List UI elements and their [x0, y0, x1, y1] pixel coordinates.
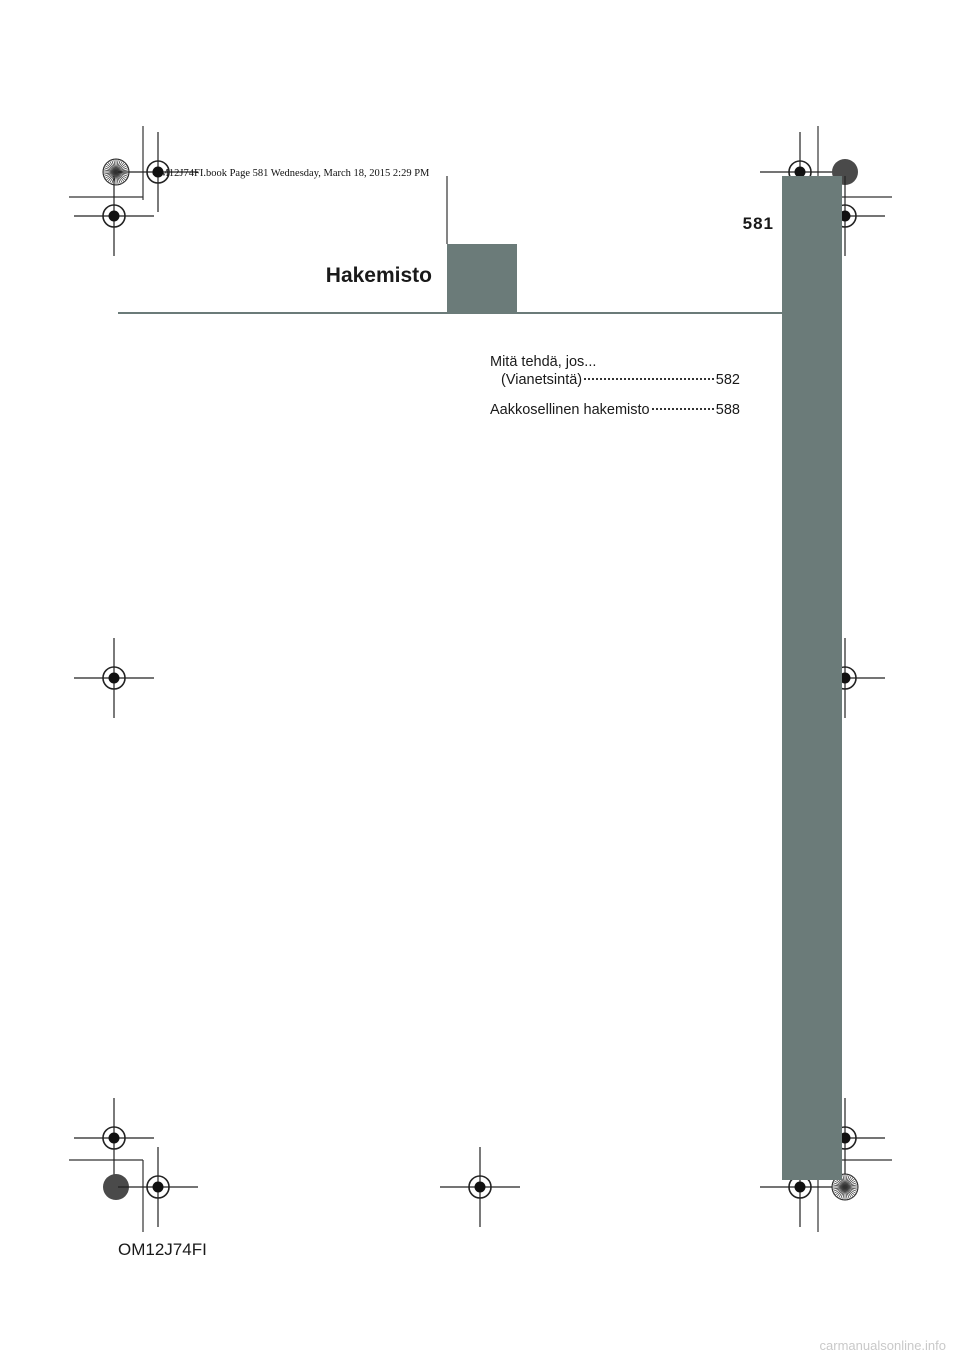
section-color-block: [447, 244, 517, 313]
registration-crosshair-icon: [74, 638, 154, 718]
toc-entry-page: 588: [715, 402, 740, 418]
registration-crosshair-icon: [118, 1147, 198, 1227]
toc-entry-page: 582: [715, 372, 740, 388]
toc-entry-title: Mitä tehdä, jos...: [490, 354, 597, 370]
file-header: OM12J74FI.book Page 581 Wednesday, March 18, 2015 2:29 PM: [152, 168, 430, 179]
toc-entry-troubleshooting[interactable]: [490, 353, 740, 389]
toc-leader-dots: [584, 378, 714, 380]
toc-entry-alphabetical-index[interactable]: [490, 401, 740, 419]
header-rule: [118, 312, 782, 314]
toc-entry-subtitle: (Vianetsintä): [501, 372, 583, 388]
table-of-contents: [490, 353, 740, 431]
toc-leader-dots: [652, 408, 714, 410]
registration-crosshair-icon: [74, 176, 154, 256]
watermark: carmanualsonline.info: [819, 1338, 946, 1353]
page-number: 581: [742, 214, 774, 233]
sidebar-tab: [782, 176, 842, 1180]
section-title: Hakemisto: [325, 264, 432, 287]
registration-crosshair-icon: [74, 1098, 154, 1178]
registration-crosshair-icon: [440, 1147, 520, 1227]
toc-entry-title: Aakkosellinen hakemisto: [490, 402, 650, 418]
footer-code: OM12J74FI: [118, 1240, 207, 1259]
